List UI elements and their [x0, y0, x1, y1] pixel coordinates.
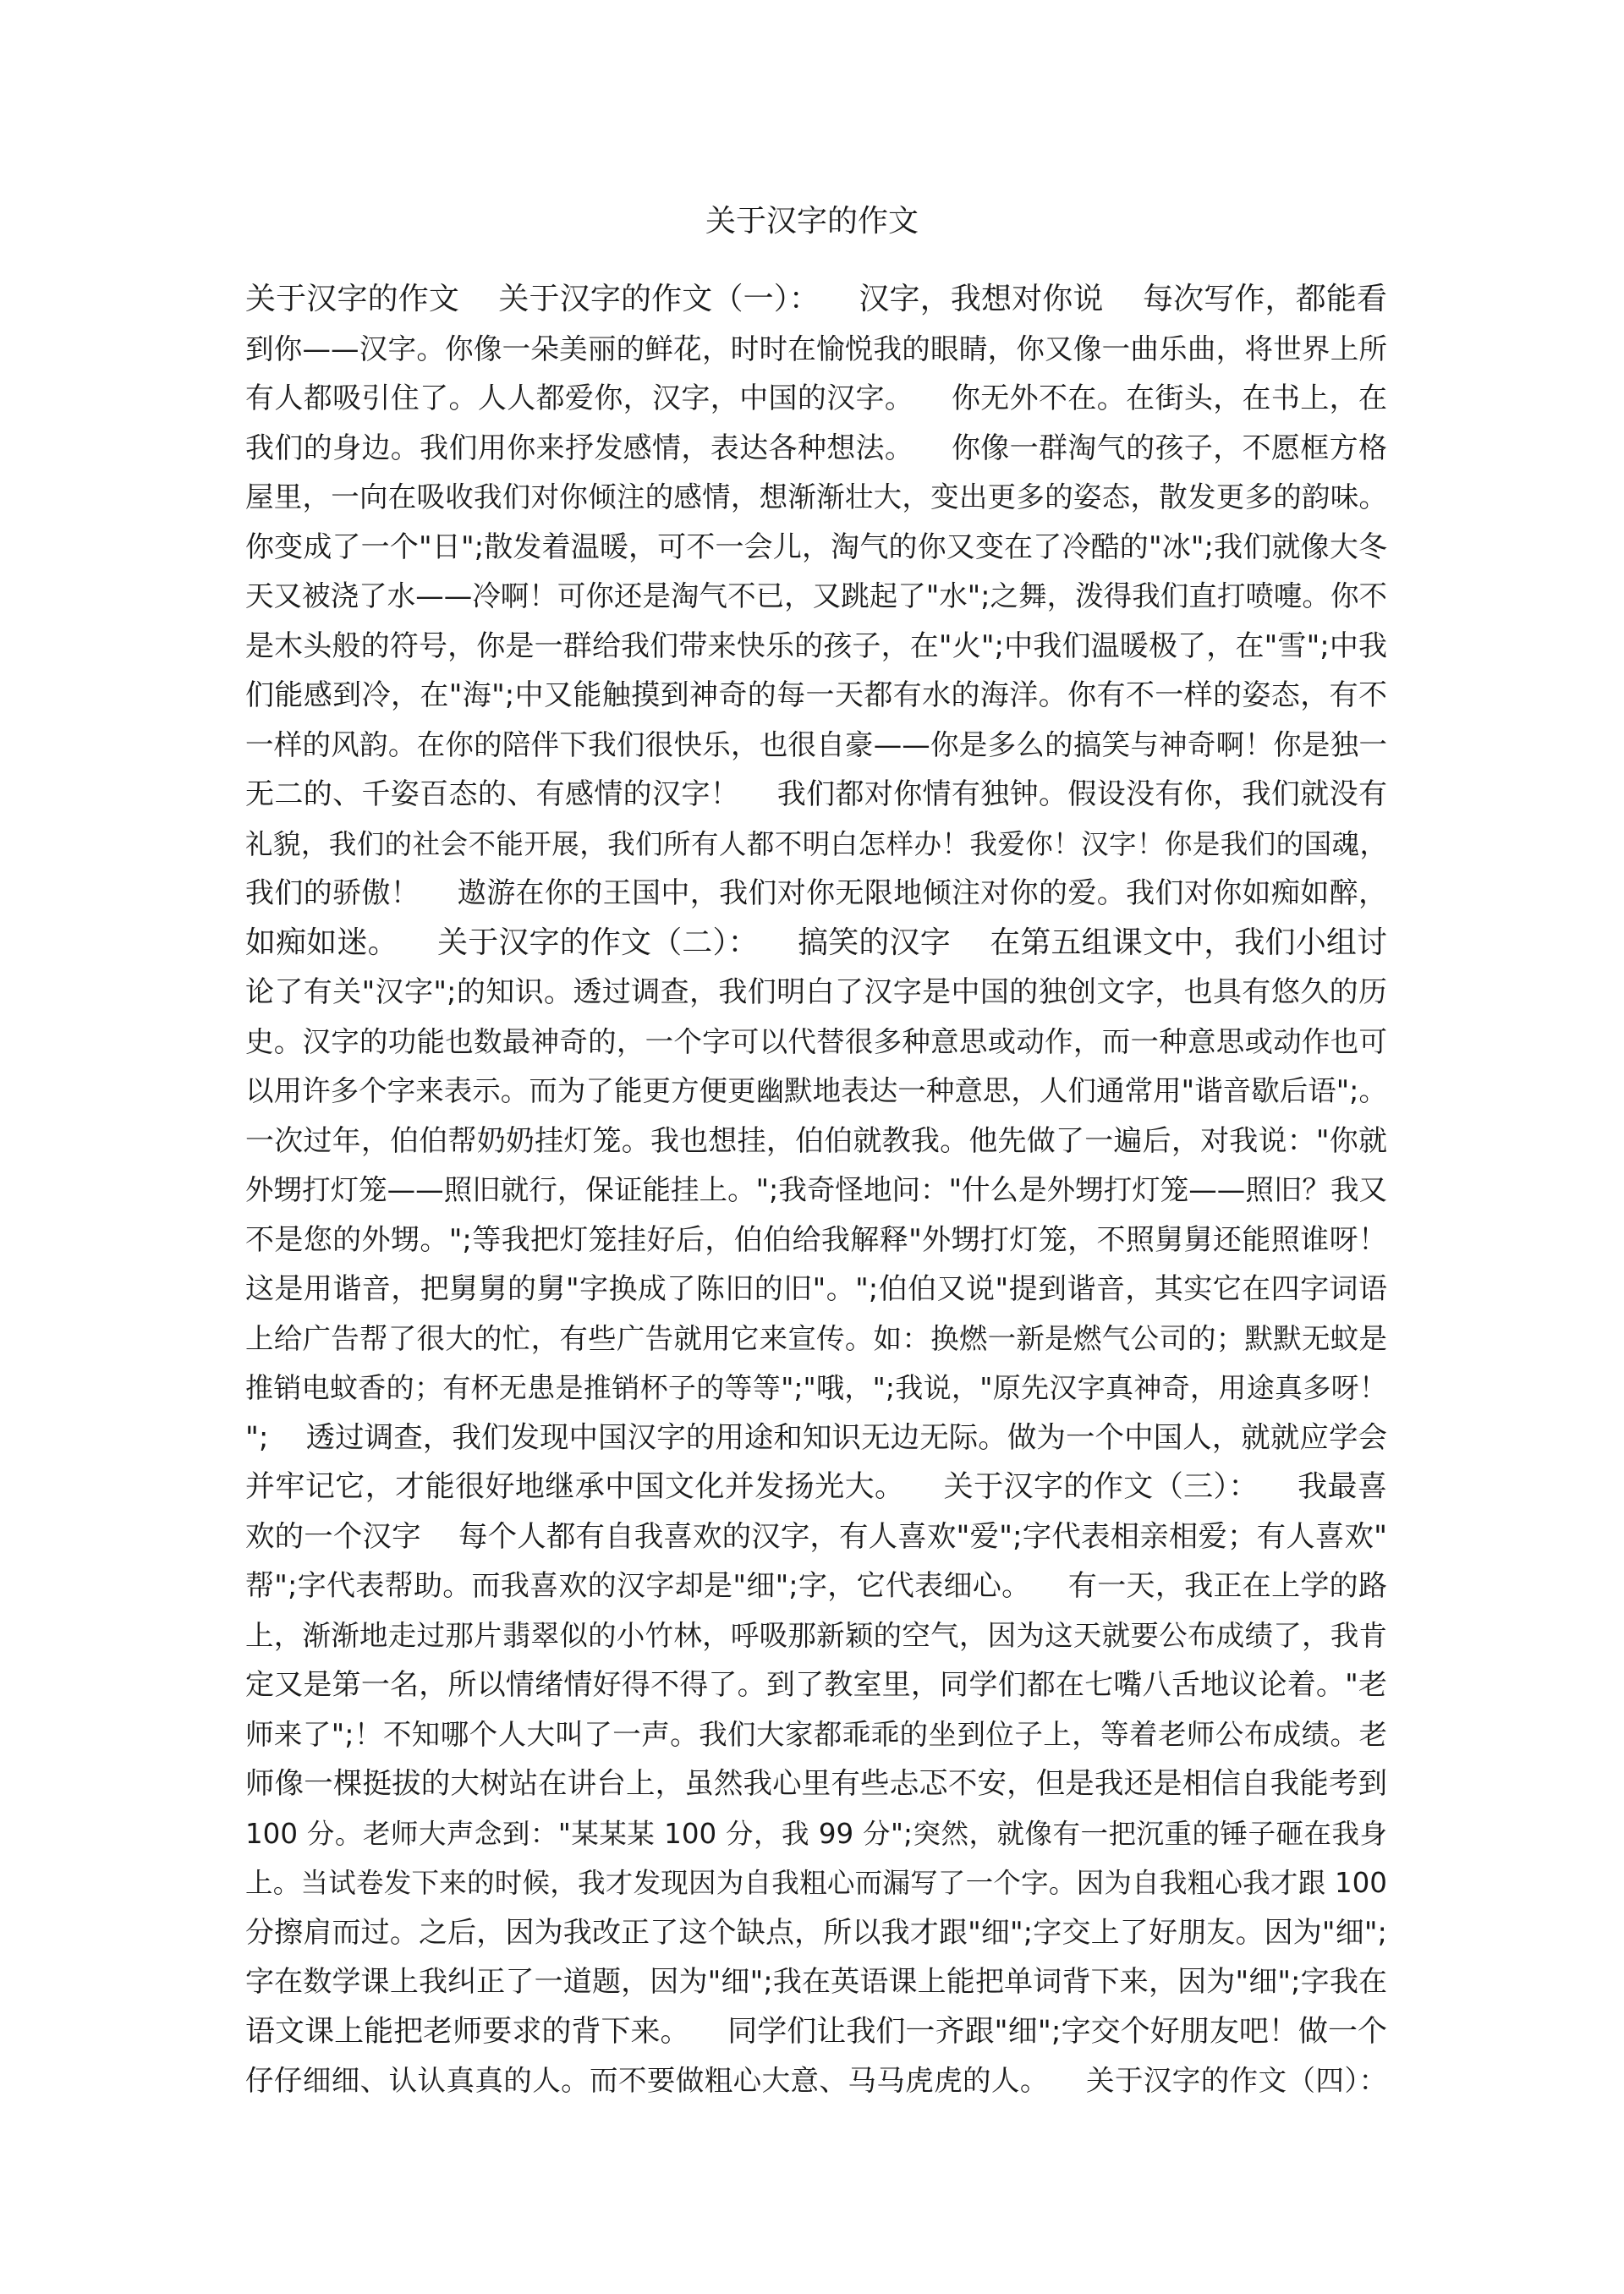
text-line: 并牢记它，才能很好地继承中国文化并发扬光大。 关于汉字的作文（三）： 我最喜 [245, 1470, 1387, 1504]
text-line: 到你——汉字。你像一朵美丽的鲜花，时时在愉悦我的眼睛，你又像一曲乐曲，将世界上所 [245, 332, 1387, 365]
text-line: 有人都吸引住了。人人都爱你，汉字，中国的汉字。 你无外不在。在街头，在书上，在 [245, 381, 1387, 415]
text-line: 这是用谐音，把舅舅的舅"字换成了陈旧的旧"。";伯伯又说"提到谐音，其实它在四字词语 [245, 1272, 1387, 1306]
text-line: 不是您的外甥。";等我把灯笼挂好后，伯伯给我解释"外甥打灯笼，不照舅舅还能照谁呀！ [245, 1222, 1387, 1257]
text-line: 上。当试卷发下来的时候，我才发现因为自我粗心而漏写了一个字。因为自我粗心我才跟 100 [245, 1867, 1387, 1899]
text-line: 仔仔细细、认认真真的人。而不要做粗心大意、马马虎虎的人。 关于汉字的作文（四）： [245, 2064, 1387, 2097]
text-line: 字在数学课上我纠正了一道题，因为"细";我在英语课上能把单词背下来，因为"细";字我在 [245, 1965, 1387, 1999]
text-line: 一样的风韵。在你的陪伴下我们很快乐，也很自豪——你是多么的搞笑与神奇啊！你是独一 [245, 727, 1387, 761]
text-line: 史。汉字的功能也数最神奇的，一个字可以代替很多种意思或动作，而一种意思或动作也可 [245, 1024, 1387, 1058]
text-line: 帮";字代表帮助。而我喜欢的汉字却是"细";字，它代表细心。 有一天，我正在上学的路 [245, 1569, 1387, 1603]
text-line: 师来了";！不知哪个人大叫了一声。我们大家都乖乖的坐到位子上，等着老师公布成绩。老 [245, 1717, 1387, 1751]
document-body [245, 275, 1387, 2106]
text-line: 上给广告帮了很大的忙，有些广告就用它来宣传。如：换燃一新是燃气公司的；默默无蚊是 [245, 1321, 1387, 1355]
text-line: 是木头般的符号，你是一群给我们带来快乐的孩子，在"火";中我们温暖极了，在"雪";中我 [245, 628, 1387, 663]
text-line: 师像一棵挺拔的大树站在讲台上，虽然我心里有些忐忑不安，但是我还是相信自我能考到 [245, 1767, 1387, 1801]
text-line: 上，渐渐地走过那片翡翠似的小竹林，呼吸那新颖的空气，因为这天就要公布成绩了，我肯 [245, 1618, 1387, 1652]
text-line: 礼貌，我们的社会不能开展，我们所有人都不明白怎样办！我爱你！汉字！你是我们的国魂， [245, 827, 1387, 860]
text-line: "; 透过调查，我们发现中国汉字的用途和知识无边无际。做为一个中国人，就就应学会 [245, 1420, 1387, 1455]
text-line: 外甥打灯笼——照旧就行，保证能挂上。";我奇怪地问："什么是外甥打灯笼——照旧？我又 [245, 1173, 1387, 1206]
document-title: 关于汉字的作文 [705, 204, 919, 239]
text-line: 如痴如迷。 关于汉字的作文（二）： 搞笑的汉字 在第五组课文中，我们小组讨 [245, 925, 1387, 960]
text-line: 语文课上能把老师要求的背下来。 同学们让我们一齐跟"细";字交个好朋友吧！做一个 [245, 2014, 1387, 2049]
text-line: 我们的身边。我们用你来抒发感情，表达各种想法。 你像一群淘气的孩子，不愿框方格 [245, 431, 1387, 465]
text-line: 欢的一个汉字 每个人都有自我喜欢的汉字，有人喜欢"爱";字代表相亲相爱；有人喜欢" [245, 1519, 1387, 1554]
text-line: 我们的骄傲！ 遨游在你的王国中，我们对你无限地倾注对你的爱。我们对你如痴如醉， [245, 876, 1387, 910]
text-line: 你变成了一个"日";散发着温暖，可不一会儿，淘气的你又变在了冷酷的"冰";我们就像大冬 [245, 530, 1387, 564]
text-line: 100 分。老师大声念到："某某某 100 分，我 99 分";突然，就像有一把沉重的锤子砸在我身 [245, 1817, 1387, 1850]
text-line: 屋里，一向在吸收我们对你倾注的感情，想渐渐壮大，变出更多的姿态，散发更多的韵味。 [245, 480, 1387, 513]
text-line: 推销电蚊香的；有杯无患是推销杯子的等等";"哦，";我说，"原先汉字真神奇，用途真多呀！ [245, 1371, 1387, 1404]
text-line: 无二的、千姿百态的、有感情的汉字！ 我们都对你情有独钟。假设没有你，我们就没有 [245, 777, 1387, 811]
text-line: 关于汉字的作文 关于汉字的作文（一）： 汉字，我想对你说 每次写作，都能看 [245, 282, 1387, 316]
text-line: 们能感到冷，在"海";中又能触摸到神奇的每一天都有水的海洋。你有不一样的姿态，有不 [245, 678, 1387, 712]
text-line: 以用许多个字来表示。而为了能更方便更幽默地表达一种意思，人们通常用"谐音歇后语";。 [245, 1074, 1387, 1107]
text-line: 天又被浇了水——冷啊！可你还是淘气不已，又跳起了"水";之舞，泼得我们直打喷嚏。你不 [245, 579, 1387, 612]
text-line: 定又是第一名，所以情绪情好得不得了。到了教室里，同学们都在七嘴八舌地议论着。"老 [245, 1668, 1387, 1702]
text-line: 分擦肩而过。之后，因为我改正了这个缺点，所以我才跟"细";字交上了好朋友。因为"细"; [245, 1915, 1387, 1950]
text-line: 一次过年，伯伯帮奶奶挂灯笼。我也想挂，伯伯就教我。他先做了一遍后，对我说："你就 [245, 1123, 1387, 1158]
text-line: 论了有关"汉字";的知识。透过调查，我们明白了汉字是中国的独创文字，也具有悠久的历 [245, 975, 1387, 1009]
